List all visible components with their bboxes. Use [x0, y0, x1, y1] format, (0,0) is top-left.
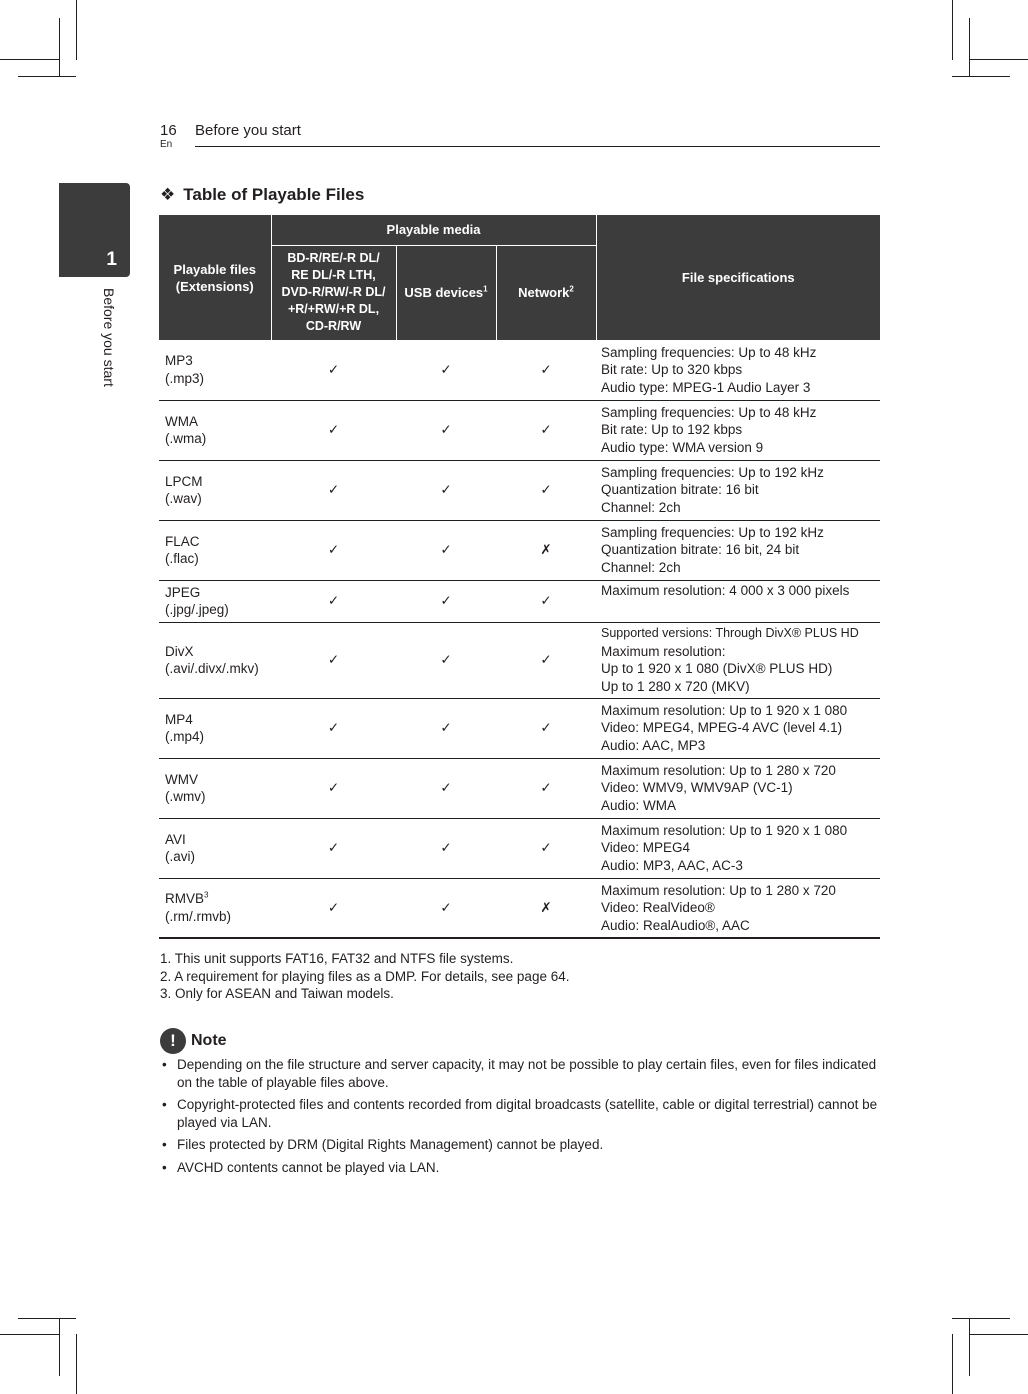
- format-cell: [159, 698, 271, 758]
- check-icon: ✓: [540, 780, 552, 796]
- header-usb-label: USB devices: [404, 285, 484, 301]
- format-cell: [159, 818, 271, 878]
- format-name: MP3: [165, 353, 193, 369]
- support-cell-usb: [396, 580, 496, 622]
- format-name-line: [165, 473, 270, 491]
- spec-cell: [596, 878, 880, 938]
- spec-line: Sampling frequencies: Up to 48 kHz: [601, 404, 817, 420]
- check-icon: ✓: [540, 720, 552, 736]
- support-cell-network: [496, 698, 596, 758]
- format-extension: (.wma): [165, 431, 207, 446]
- format-extension: (.rm/.rmvb): [165, 908, 231, 924]
- bullet-icon: •: [162, 1097, 167, 1112]
- format-name-line: [165, 533, 270, 551]
- check-icon: ✓: [540, 482, 552, 498]
- format-name: WMA: [165, 413, 198, 429]
- spec-line: Maximum resolution: Up to 1 920 x 1 080: [601, 702, 848, 718]
- check-icon: ✓: [540, 593, 552, 609]
- support-cell-disc: [271, 580, 396, 622]
- format-name: FLAC: [165, 533, 200, 549]
- section-title-text: Table of Playable Files: [183, 185, 365, 204]
- header-playable-files: Playable files (Extensions): [159, 215, 271, 340]
- note-heading-text: Note: [191, 1032, 227, 1049]
- format-name-line: [165, 711, 270, 729]
- table-row: [159, 460, 880, 520]
- format-name: JPEG: [165, 584, 201, 600]
- page-number: 16: [160, 122, 177, 139]
- table-row: [159, 818, 880, 878]
- support-cell-network: [496, 878, 596, 938]
- running-header: Before you start: [195, 122, 301, 139]
- support-cell-usb: [396, 818, 496, 878]
- check-icon: ✓: [440, 720, 452, 736]
- chapter-number: 1: [106, 249, 117, 270]
- crop-mark: [18, 1318, 76, 1319]
- format-extension: (.jpg/.jpeg): [165, 602, 229, 617]
- format-extension: (.avi/.divx/.mkv): [165, 661, 259, 676]
- header-file-specifications: File specifications: [596, 215, 880, 340]
- spec-cell: [596, 698, 880, 758]
- format-cell: [159, 878, 271, 938]
- note-heading: [160, 1028, 227, 1054]
- crop-mark: [952, 76, 1010, 77]
- header-network-label: Network: [518, 285, 570, 301]
- spec-line: Video: RealVideo®: [601, 900, 715, 915]
- support-cell-network: [496, 460, 596, 520]
- format-cell: [159, 400, 271, 460]
- list-item: [160, 1136, 880, 1154]
- spec-cell: [596, 580, 880, 622]
- bullet-icon: •: [162, 1159, 167, 1175]
- check-icon: ✓: [327, 720, 340, 736]
- spec-line: Video: MPEG4: [601, 840, 691, 856]
- crop-mark: [0, 1334, 60, 1335]
- crop-mark: [969, 1334, 1028, 1335]
- crop-mark: [969, 1318, 970, 1376]
- table-row: [159, 758, 880, 818]
- list-item: [160, 1159, 880, 1177]
- spec-line: Channel: 2ch: [601, 559, 681, 575]
- spec-line: Maximum resolution: Up to 1 280 x 720: [601, 882, 836, 898]
- header-rule: [195, 146, 880, 147]
- support-cell-usb: [396, 520, 496, 580]
- check-icon: ✓: [540, 362, 552, 377]
- spec-cell: [596, 520, 880, 580]
- section-title: [160, 185, 364, 205]
- check-icon: ✓: [327, 900, 340, 915]
- footnote-item: 3. Only for ASEAN and Taiwan models.: [160, 986, 394, 1001]
- crop-mark: [18, 76, 76, 77]
- check-icon: ✓: [327, 482, 340, 498]
- support-cell-usb: [396, 340, 496, 400]
- header-usb-devices: [396, 245, 496, 340]
- header-playable-media: Playable media: [271, 215, 596, 245]
- format-cell: [159, 520, 271, 580]
- spec-line: Audio: MP3, AAC, AC-3: [601, 857, 743, 873]
- spec-line: Maximum resolution: 4 000 x 3 000 pixels: [601, 582, 850, 598]
- crop-mark: [952, 1334, 953, 1394]
- table-row: [159, 622, 880, 698]
- table-row: [159, 520, 880, 580]
- check-icon: ✓: [440, 900, 452, 915]
- crop-mark: [76, 1334, 77, 1394]
- support-cell-disc: [271, 520, 396, 580]
- cross-icon: ✗: [540, 900, 552, 915]
- crop-mark: [59, 18, 60, 76]
- footnote-item: 2. A requirement for playing files as a DMP. For details, see page 64.: [160, 968, 570, 984]
- spec-line: Video: WMV9, WMV9AP (VC-1): [601, 780, 793, 796]
- crop-mark: [0, 59, 60, 60]
- crop-mark: [952, 1318, 1010, 1319]
- footnote-ref: 3: [204, 890, 209, 900]
- support-cell-usb: [396, 622, 496, 698]
- format-cell: [159, 758, 271, 818]
- support-cell-disc: [271, 758, 396, 818]
- format-extension: (.wav): [165, 491, 202, 506]
- crop-mark: [969, 18, 970, 76]
- spec-line: Up to 1 280 x 720 (MKV): [601, 678, 750, 694]
- format-cell: [159, 340, 271, 400]
- check-icon: ✓: [440, 593, 452, 609]
- format-name: DivX: [165, 643, 194, 659]
- spec-line: Sampling frequencies: Up to 192 kHz: [601, 524, 824, 540]
- support-cell-disc: [271, 818, 396, 878]
- spec-line: Maximum resolution: Up to 1 920 x 1 080: [601, 822, 848, 838]
- format-extension: (.mp3): [165, 370, 205, 386]
- spec-line: Audio: RealAudio®, AAC: [601, 917, 750, 933]
- format-name: WMV: [165, 771, 198, 787]
- check-icon: ✓: [327, 780, 340, 796]
- note-list: [160, 1056, 880, 1181]
- support-cell-disc: [271, 698, 396, 758]
- cross-icon: ✗: [540, 542, 552, 558]
- spec-cell: [596, 622, 880, 698]
- footnote-item: 1. This unit supports FAT16, FAT32 and NTFS file systems.: [160, 951, 514, 966]
- footnote-ref: 2: [569, 284, 574, 294]
- support-cell-network: [496, 818, 596, 878]
- spec-line: Supported versions: Through DivX® PLUS HD: [601, 626, 859, 640]
- support-cell-disc: [271, 622, 396, 698]
- chapter-tab-label: Before you start: [101, 288, 117, 387]
- support-cell-disc: [271, 400, 396, 460]
- spec-cell: [596, 400, 880, 460]
- format-name-line: [165, 643, 270, 661]
- crop-mark: [76, 0, 77, 60]
- check-icon: ✓: [327, 593, 340, 609]
- support-cell-disc: [271, 340, 396, 400]
- format-extension: (.avi): [165, 849, 195, 864]
- list-item: [160, 1096, 880, 1131]
- note-item-text: AVCHD contents cannot be played via LAN.: [177, 1159, 440, 1175]
- footnote-ref: 1: [483, 284, 488, 294]
- crop-mark: [952, 0, 953, 60]
- spec-cell: [596, 460, 880, 520]
- support-cell-network: [496, 400, 596, 460]
- check-icon: ✓: [327, 422, 340, 438]
- support-cell-network: [496, 520, 596, 580]
- format-extension: (.flac): [165, 551, 199, 566]
- bullet-icon: •: [162, 1057, 167, 1072]
- chapter-tab: [59, 183, 130, 277]
- check-icon: ✓: [440, 482, 452, 498]
- spec-line: Bit rate: Up to 192 kbps: [601, 422, 743, 438]
- table-row: [159, 340, 880, 400]
- check-icon: ✓: [327, 840, 340, 856]
- support-cell-usb: [396, 400, 496, 460]
- spec-line: Maximum resolution:: [601, 643, 726, 659]
- check-icon: ✓: [540, 840, 552, 856]
- format-name: AVI: [165, 831, 186, 847]
- spec-line: Bit rate: Up to 320 kbps: [601, 362, 743, 377]
- table-row: [159, 878, 880, 938]
- spec-line: Maximum resolution: Up to 1 280 x 720: [601, 762, 836, 778]
- check-icon: ✓: [327, 652, 340, 668]
- format-name-line: [165, 584, 270, 602]
- support-cell-usb: [396, 758, 496, 818]
- spec-line: Video: MPEG4, MPEG-4 AVC (level 4.1): [601, 720, 843, 736]
- check-icon: ✓: [440, 422, 452, 438]
- support-cell-network: [496, 580, 596, 622]
- spec-line: Sampling frequencies: Up to 48 kHz: [601, 344, 817, 360]
- table-body: [159, 340, 880, 938]
- support-cell-disc: [271, 878, 396, 938]
- table-row: [159, 698, 880, 758]
- format-name-line: [165, 831, 270, 849]
- format-name: MP4: [165, 711, 193, 727]
- check-icon: ✓: [440, 542, 452, 558]
- spec-line: Channel: 2ch: [601, 499, 681, 515]
- crop-mark: [969, 59, 1028, 60]
- spec-cell: [596, 340, 880, 400]
- spec-cell: [596, 818, 880, 878]
- crop-mark: [59, 1318, 60, 1376]
- support-cell-usb: [396, 698, 496, 758]
- bullet-icon: •: [162, 1137, 167, 1152]
- format-cell: [159, 580, 271, 622]
- support-cell-usb: [396, 878, 496, 938]
- spec-line: Quantization bitrate: 16 bit, 24 bit: [601, 542, 800, 558]
- language-code: En: [160, 139, 173, 150]
- check-icon: ✓: [327, 542, 340, 558]
- format-name-line: [165, 771, 270, 789]
- playable-files-table: [159, 215, 880, 939]
- check-icon: ✓: [540, 422, 552, 438]
- format-name-line: [165, 413, 270, 431]
- format-name-line: [165, 352, 270, 370]
- check-icon: ✓: [327, 362, 340, 377]
- format-extension: (.wmv): [165, 789, 206, 804]
- table-row: [159, 580, 880, 622]
- spec-line: Audio: AAC, MP3: [601, 737, 706, 753]
- footnotes: [160, 950, 569, 1003]
- note-item-text: Depending on the file structure and server capacity, it may not be possible to play certain files, even for files indicated on the table of playable files above.: [177, 1057, 877, 1090]
- format-name-line: [165, 890, 270, 908]
- spec-line: Audio type: MPEG-1 Audio Layer 3: [601, 379, 811, 395]
- note-item-text: Files protected by DRM (Digital Rights Management) cannot be played.: [177, 1137, 604, 1152]
- check-icon: ✓: [440, 652, 452, 668]
- table-row: [159, 400, 880, 460]
- format-cell: [159, 460, 271, 520]
- support-cell-network: [496, 340, 596, 400]
- spec-line: Quantization bitrate: 16 bit: [601, 482, 759, 498]
- support-cell-network: [496, 622, 596, 698]
- format-name: RMVB: [165, 891, 205, 907]
- check-icon: ✓: [440, 362, 452, 377]
- list-item: [160, 1056, 880, 1091]
- spec-cell: [596, 758, 880, 818]
- support-cell-disc: [271, 460, 396, 520]
- exclamation-icon: !: [160, 1028, 186, 1054]
- format-name: LPCM: [165, 473, 203, 489]
- spec-line: Audio type: WMA version 9: [601, 439, 764, 455]
- header-network: [496, 245, 596, 340]
- header-disc-media: BD-R/RE/-R DL/ RE DL/-R LTH, DVD-R/RW/-R DL/ +R/+RW/+R DL, CD-R/RW: [271, 245, 396, 340]
- spec-line: Sampling frequencies: Up to 192 kHz: [601, 464, 824, 480]
- spec-line: Audio: WMA: [601, 797, 677, 813]
- support-cell-network: [496, 758, 596, 818]
- format-extension: (.mp4): [165, 729, 205, 744]
- spec-line: Up to 1 920 x 1 080 (DivX® PLUS HD): [601, 661, 833, 676]
- check-icon: ✓: [440, 840, 452, 856]
- format-cell: [159, 622, 271, 698]
- note-item-text: Copyright-protected files and contents recorded from digital broadcasts (satellite, cable or digital terrestrial) cannot be played via LAN.: [177, 1097, 878, 1130]
- support-cell-usb: [396, 460, 496, 520]
- check-icon: ✓: [440, 780, 452, 796]
- check-icon: ✓: [540, 652, 552, 668]
- diamond-bullet-icon: ❖: [160, 185, 176, 204]
